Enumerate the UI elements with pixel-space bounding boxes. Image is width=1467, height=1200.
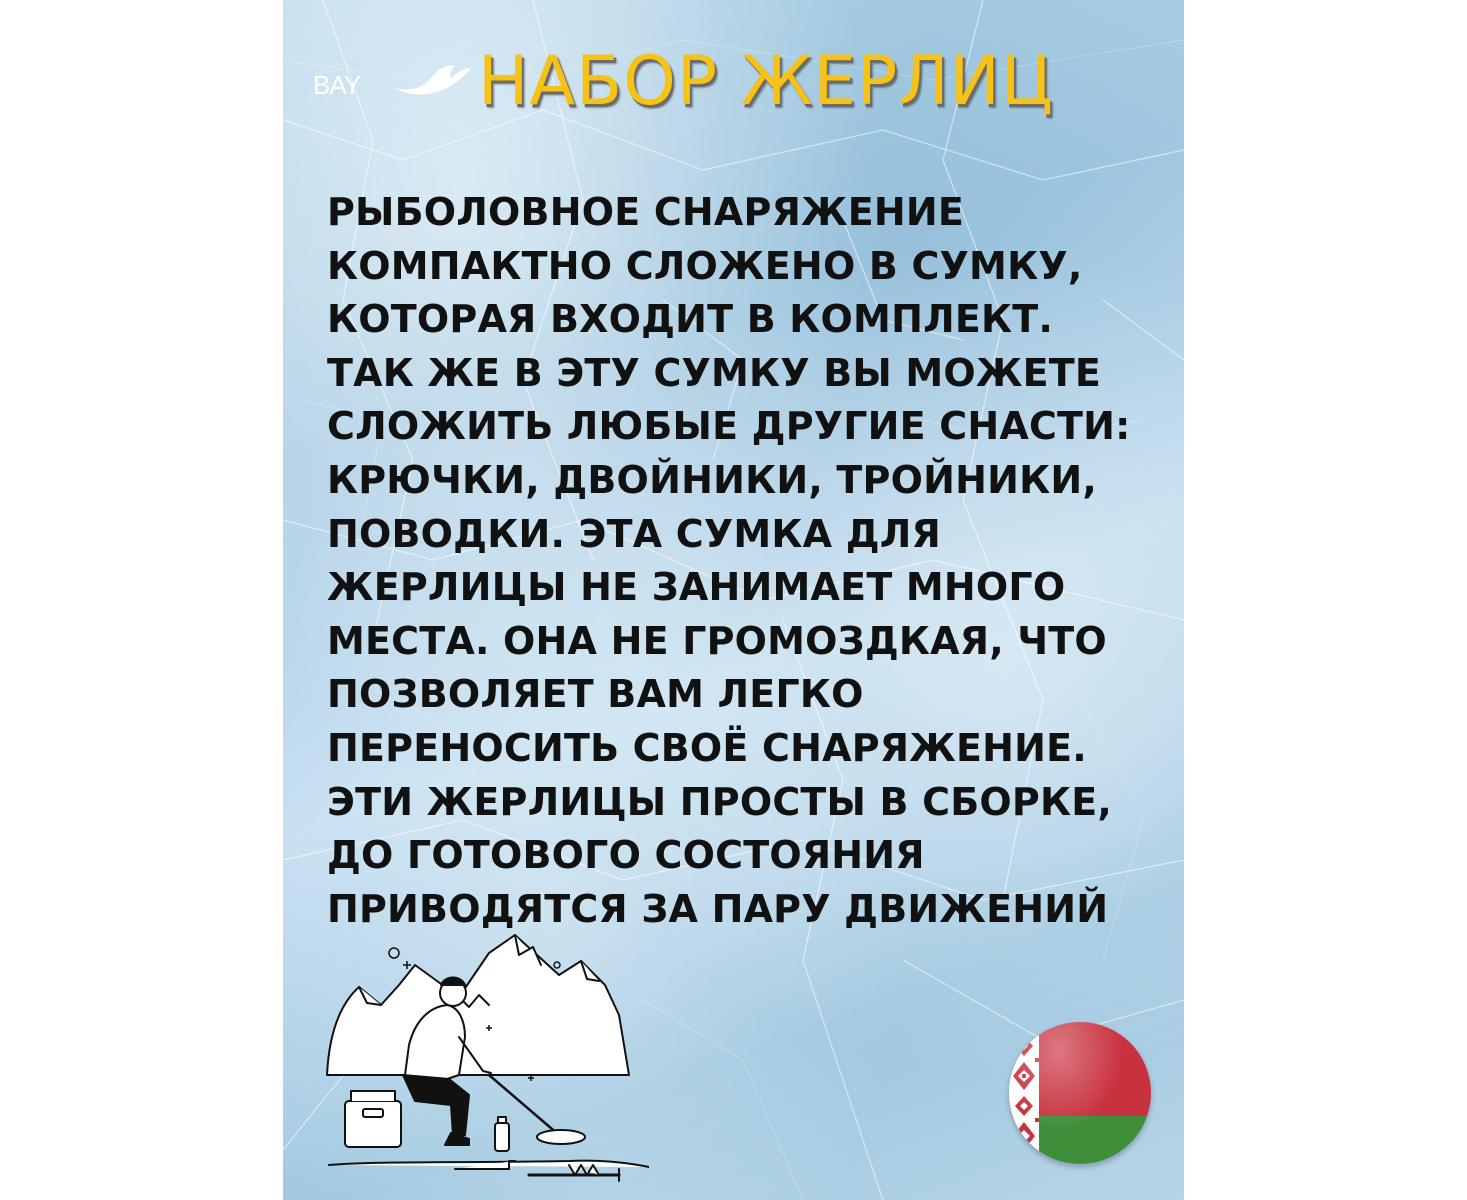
logo-text: BAY <box>313 70 361 100</box>
bird-icon <box>393 58 473 104</box>
product-card <box>283 0 1184 1200</box>
page-title: НАБОР ЖЕРЛИЦ <box>478 42 1054 121</box>
ice-fisherman-icon <box>319 925 649 1195</box>
belarus-flag-icon <box>1009 1022 1151 1164</box>
flag-gloss <box>1009 1022 1151 1164</box>
brand-logo <box>313 58 463 110</box>
product-description: РЫБОЛОВНОЕ СНАРЯЖЕНИЕ КОМПАКТНО СЛОЖЕНО В СУМКУ, КОТОРАЯ ВХОДИТ В КОМПЛЕКТ. ТАК ЖЕ В ЭТУ СУМКУ ВЫ МОЖЕТЕ СЛОЖИТЬ ЛЮБЫЕ ДРУГИЕ СНАСТИ: КРЮЧКИ, ДВОЙНИКИ, ТРОЙНИКИ, ПОВОДКИ. ЭТА СУМКА ДЛЯ ЖЕРЛИЦЫ НЕ ЗАНИМАЕТ МНОГО МЕСТА. ОНА НЕ ГРОМОЗДКАЯ, ЧТО ПОЗВОЛЯЕТ ВАМ ЛЕГКО ПЕРЕНОСИТЬ СВОЁ СНАРЯЖЕНИЕ. ЭТИ ЖЕРЛИЦЫ ПРОСТЫ В СБОРКЕ, ДО ГОТОВОГО СОСТОЯНИЯ ПРИВОДЯТСЯ ЗА ПАРУ ДВИЖЕНИЙ <box>327 190 1131 931</box>
